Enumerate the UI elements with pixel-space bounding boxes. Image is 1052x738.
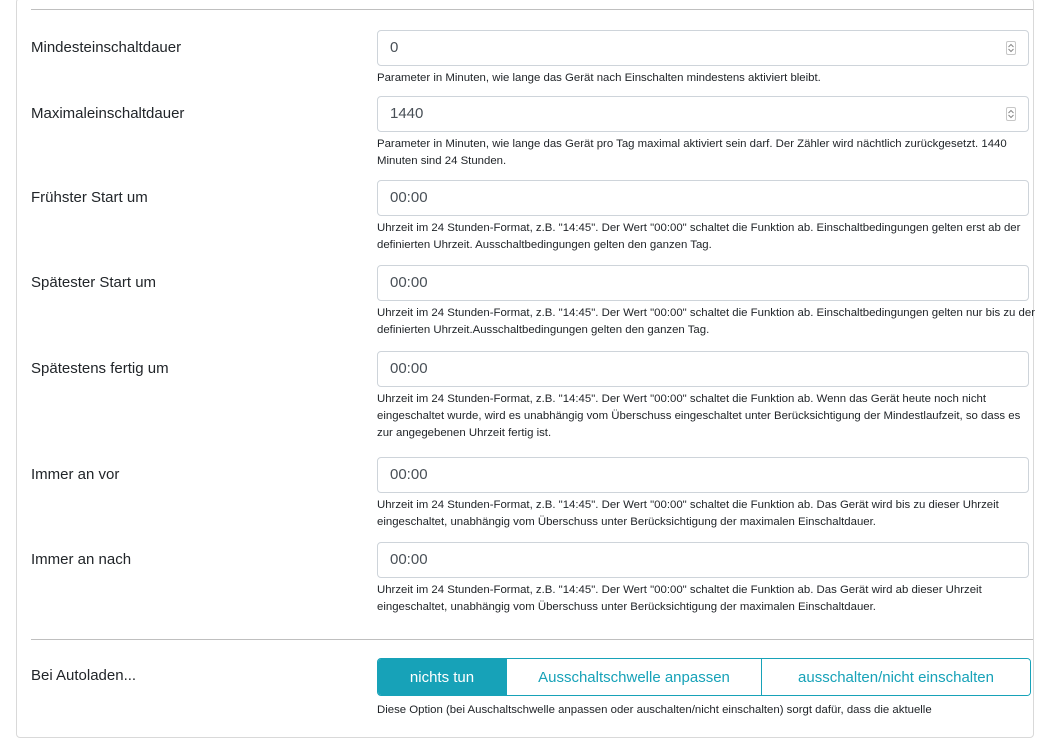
immer-an-nach-input[interactable]	[377, 542, 1029, 578]
fruehster-start-input[interactable]	[377, 180, 1029, 216]
option-ausschalten-button[interactable]: ausschalten/nicht einschalten	[762, 659, 1030, 695]
autoladen-label: Bei Autoladen...	[31, 667, 137, 684]
mindesteinschaltdauer-input[interactable]	[377, 30, 1029, 66]
spinner-icon[interactable]	[1006, 41, 1016, 55]
input-value: 00:00	[390, 466, 428, 483]
field-help: Uhrzeit im 24 Stunden-Format, z.B. "14:45". Der Wert "00:00" schaltet die Funktion ab. Einschaltbedingungen gelten nur bis zu der definierten Uhrzeit.Ausschaltbedingungen gelten den ganzen Tag.	[377, 307, 1035, 336]
top-divider	[31, 9, 1033, 10]
autoladen-help: Diese Option (bei Auschaltschwelle anpassen oder auschalten/nicht einschalten) sorgt dafür, dass die aktuelle	[377, 704, 932, 716]
field-help: Parameter in Minuten, wie lange das Gerät nach Einschalten mindestens aktiviert bleibt.	[377, 72, 821, 84]
field-help: Uhrzeit im 24 Stunden-Format, z.B. "14:45". Der Wert "00:00" schaltet die Funktion ab. Wenn das Gerät heute noch nicht eingeschaltet wurde, wird es unabhängig vom Überschuss eingeschaltet unter Berücksichtigung der Mindestlaufzeit, so dass es zur angegebenen Uhrzeit fertig ist.	[377, 393, 1021, 439]
spaetester-start-input[interactable]	[377, 265, 1029, 301]
field-label: Frühster Start um	[31, 189, 148, 206]
option-nichts-tun-button[interactable]: nichts tun	[378, 659, 507, 695]
autoladen-button-group	[377, 658, 1031, 696]
option-ausschaltschwelle-anpassen-button[interactable]: Ausschaltschwelle anpassen	[507, 659, 762, 695]
field-label: Spätestens fertig um	[31, 360, 169, 377]
settings-panel	[16, 0, 1034, 738]
input-value: 00:00	[390, 189, 428, 206]
field-help: Uhrzeit im 24 Stunden-Format, z.B. "14:45". Der Wert "00:00" schaltet die Funktion ab. Das Gerät wird ab dieser Uhrzeit eingeschaltet, unabhängig vom Überschuss unter Berücksichtigung der maximalen Einschaltdauer.	[377, 584, 982, 613]
input-value: 1440	[390, 105, 424, 122]
section-divider	[31, 639, 1033, 640]
spinner-icon[interactable]	[1006, 107, 1016, 121]
input-value: 00:00	[390, 551, 428, 568]
field-help: Parameter in Minuten, wie lange das Gerät pro Tag maximal aktiviert sein darf. Der Zähler wird nächtlich zurückgesetzt. 1440 Minuten sind 24 Stunden.	[377, 138, 1007, 167]
field-help: Uhrzeit im 24 Stunden-Format, z.B. "14:45". Der Wert "00:00" schaltet die Funktion ab. Einschaltbedingungen gelten erst ab der definierten Uhrzeit. Ausschaltbedingungen gelten den ganzen Tag.	[377, 222, 1021, 251]
field-label: Maximaleinschaltdauer	[31, 105, 185, 122]
field-label: Mindesteinschaltdauer	[31, 39, 182, 56]
immer-an-vor-input[interactable]	[377, 457, 1029, 493]
maximaleinschaltdauer-input[interactable]	[377, 96, 1029, 132]
field-help: Uhrzeit im 24 Stunden-Format, z.B. "14:45". Der Wert "00:00" schaltet die Funktion ab. Das Gerät wird bis zu dieser Uhrzeit eingeschaltet, unabhängig vom Überschuss unter Berücksichtigung der maximalen Einschaltdauer.	[377, 499, 999, 528]
input-value: 00:00	[390, 360, 428, 377]
spaetestens-fertig-input[interactable]	[377, 351, 1029, 387]
field-label: Immer an nach	[31, 551, 132, 568]
field-label: Spätester Start um	[31, 274, 157, 291]
input-value: 00:00	[390, 274, 428, 291]
input-value: 0	[390, 39, 399, 56]
field-label: Immer an vor	[31, 466, 120, 483]
